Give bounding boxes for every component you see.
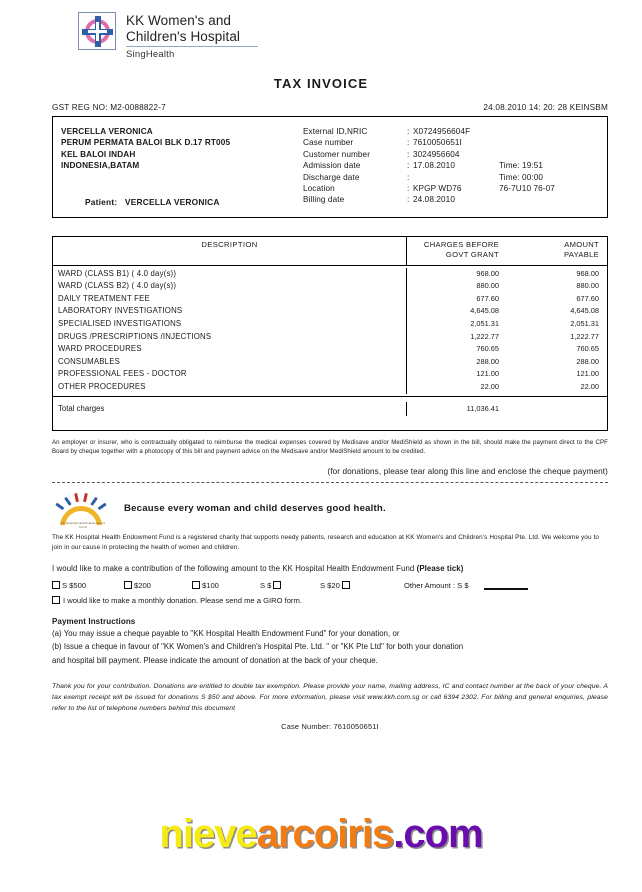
column-header-line2: GOVT GRANT xyxy=(445,250,499,260)
field-label: Billing date xyxy=(303,195,345,205)
field-label: Discharge date xyxy=(303,172,360,182)
endowment-logo-caption: KK Hospital Health Endowment Fund xyxy=(60,520,106,529)
row-description: SPECIALISED INVESTIGATIONS xyxy=(53,318,407,331)
donation-other-amount-input[interactable] xyxy=(484,588,528,590)
row-description: DRUGS /PRESCRIPTIONS /INJECTIONS xyxy=(53,331,407,344)
table-row xyxy=(53,318,607,331)
gst-reg-no: GST REG NO: M2-0088822-7 xyxy=(52,103,166,112)
row-description: PROFESSIONAL FEES - DOCTOR xyxy=(53,368,407,381)
row-charges-before: 22.00 xyxy=(480,381,499,391)
payment-instructions-title: Payment Instructions xyxy=(52,616,136,626)
row-charges-before: 121.00 xyxy=(476,369,499,379)
reimbursement-disclaimer: An employer or insurer, who is contractually obligated to reimburse the medical expenses covered by Medisave and/or MediShield as shown in the bill, should make the payment direct to the CPF Board by cheque together with a photocopy of this bill and payment advice on the Medisave and/or MediShield amount to be credited. xyxy=(52,438,608,456)
row-amount-payable: 4,645.08 xyxy=(570,306,599,316)
field-row-discharge-date xyxy=(303,172,607,183)
field-row-external-id xyxy=(303,126,607,137)
patient-name: VERCELLA VERONICA xyxy=(124,196,220,207)
print-timestamp: 24.08.2010 14: 20: 28 KEINSBM xyxy=(483,103,608,112)
field-separator: : xyxy=(407,172,410,182)
row-amount-payable: 968.00 xyxy=(576,268,599,278)
checkbox-icon[interactable] xyxy=(52,581,60,589)
column-header-line1: CHARGES BEFORE xyxy=(423,239,499,249)
row-description: WARD PROCEDURES xyxy=(53,343,407,356)
field-value: 7610050651I xyxy=(413,138,462,148)
sun-rays-icon xyxy=(52,492,110,529)
donation-option-200[interactable] xyxy=(124,581,151,590)
field-separator: : xyxy=(407,138,410,148)
field-value: X0724956604F xyxy=(413,127,471,136)
field-row-case-number xyxy=(303,137,607,148)
row-amount-payable: 677.60 xyxy=(576,293,599,303)
donation-intro xyxy=(52,564,608,573)
monthly-donation-label: I would like to make a monthly donation. Please send me a GIRO form. xyxy=(63,595,302,605)
row-amount-payable: 880.00 xyxy=(576,281,599,291)
field-label: Admission date xyxy=(303,161,361,171)
field-extra: Time: 00:00 xyxy=(499,172,544,182)
donation-other-label: Other Amount : S $ xyxy=(404,580,469,590)
watermark-part-3: .com xyxy=(393,812,483,856)
brand-line-1: KK Women's and xyxy=(126,13,232,28)
table-row xyxy=(53,331,607,344)
donation-option-label: S $20 xyxy=(320,580,340,590)
address-line: INDONESIA,BATAM xyxy=(61,161,140,171)
address-line: PERUM PERMATA BALOI BLK D.17 RT005 xyxy=(61,138,231,148)
field-separator: : xyxy=(407,195,410,205)
row-charges-before: 2,051.31 xyxy=(470,319,499,328)
field-value: 24.08.2010 xyxy=(413,195,455,205)
payment-instruction-b: (b) Issue a cheque in favour of "KK Women's and Children's Hospital Pte. Ltd. " or "KK Pte Ltd" for both your donation xyxy=(52,642,464,652)
total-value: 11,036.41 xyxy=(466,403,499,413)
column-header-line2: PAYABLE xyxy=(563,250,599,260)
field-row-customer-number xyxy=(303,149,607,160)
donation-option-label: $200 xyxy=(134,580,151,590)
field-label: Location xyxy=(303,184,335,194)
field-separator: : xyxy=(407,161,410,171)
field-label: Customer number xyxy=(303,149,371,159)
total-label: Total charges xyxy=(53,402,407,416)
address-line: KEL BALOI INDAH xyxy=(61,149,136,159)
endowment-body-text: The KK Hospital Health Endowment Fund is a registered charity that supports needy patients, research and education at KK Women's and Children's Hospital Pte. Ltd. We welcome you to join in our cause in protecting the health of women and children. xyxy=(52,533,600,551)
donation-intro-bold: (Please tick) xyxy=(416,563,464,573)
donation-option-label: S $500 xyxy=(62,580,87,590)
row-amount-payable: 22.00 xyxy=(580,381,599,391)
field-separator: : xyxy=(407,149,410,159)
table-row xyxy=(53,381,607,394)
field-extra: Time: 19:51 xyxy=(499,161,544,171)
field-label: Case number xyxy=(303,138,354,148)
donation-option-label: $100 xyxy=(202,580,219,590)
charges-table-body xyxy=(53,266,607,430)
patient-label: Patient: xyxy=(85,196,118,207)
total-charges-row xyxy=(53,397,607,430)
watermark xyxy=(0,812,642,857)
charges-table-header xyxy=(53,237,607,266)
checkbox-icon[interactable] xyxy=(124,581,132,589)
row-charges-before: 1,222.77 xyxy=(470,331,499,341)
table-row xyxy=(53,268,607,281)
table-row xyxy=(53,343,607,356)
donation-option-other[interactable] xyxy=(404,581,469,590)
monthly-donation-row[interactable] xyxy=(52,596,608,605)
payment-instruction-b-cont: and hospital bill payment. Please indicate the amount of donation at the back of your cheque. xyxy=(52,655,378,665)
row-description: LABORATORY INVESTIGATIONS xyxy=(53,305,407,318)
patient-fields-block xyxy=(301,126,607,207)
column-header-amount-payable xyxy=(507,237,607,265)
row-description: WARD (CLASS B2) ( 4.0 day(s)) xyxy=(53,280,407,293)
watermark-part-2: arcoiris xyxy=(256,812,394,856)
brand-text xyxy=(126,12,258,60)
gst-row xyxy=(0,91,642,116)
payment-instruction-a: (a) You may issue a cheque payable to "KK Hospital Health Endowment Fund" for your donation, or xyxy=(52,628,400,638)
table-row xyxy=(53,356,607,369)
row-charges-before: 968.00 xyxy=(476,268,499,278)
row-charges-before: 677.60 xyxy=(476,293,499,303)
column-header-line1: AMOUNT xyxy=(564,239,599,249)
page-title: TAX INVOICE xyxy=(273,76,369,91)
field-value xyxy=(413,172,499,183)
brand-divider xyxy=(126,46,258,47)
row-charges-before: 288.00 xyxy=(476,356,499,366)
row-description: OTHER PROCEDURES xyxy=(53,381,407,394)
letterhead xyxy=(0,0,642,60)
table-row xyxy=(53,280,607,293)
footer-case-number: Case Number: 7610050651I xyxy=(281,721,379,731)
row-amount-payable: 121.00 xyxy=(576,369,599,379)
row-charges-before: 4,645.08 xyxy=(470,306,499,316)
field-separator: : xyxy=(407,184,410,194)
row-amount-payable: 760.65 xyxy=(576,344,599,354)
field-value: 3024956604 xyxy=(413,149,460,159)
donation-option-blank[interactable] xyxy=(260,581,281,590)
patient-name-row xyxy=(61,197,301,207)
brand-subtitle: SingHealth xyxy=(126,49,175,60)
column-header-description: DESCRIPTION xyxy=(53,237,407,265)
address-line: VERCELLA VERONICA xyxy=(61,127,153,136)
thank-you-note: Thank you for your contribution. Donations are entitled to double tax exemption. Please provide your name, mailing address, IC and contact number at the back of your cheque. A tax exempt receipt will be issued for donations S $50 and above. For more information, please visit www.kkh.com.sg or call 6394 2302. For billing and general enquiries, please refer to the list of telephone numbers behind this document xyxy=(52,682,608,712)
endowment-headline: Because every woman and child deserves good health. xyxy=(124,503,386,515)
row-amount-payable: 288.00 xyxy=(576,356,599,366)
field-row-admission-date xyxy=(303,160,607,171)
field-value: KPGP WD76 xyxy=(413,184,462,194)
field-row-location xyxy=(303,183,607,194)
table-row xyxy=(53,293,607,306)
donation-option-20[interactable] xyxy=(320,581,350,590)
donation-intro-text: I would like to make a contribution of the following amount to the KK Hospital Health Endowment Fund xyxy=(52,563,417,573)
row-amount-payable: 1,222.77 xyxy=(570,331,599,341)
watermark-part-1: nieve xyxy=(159,812,257,856)
tear-line-divider xyxy=(52,482,608,483)
charges-table xyxy=(52,236,608,431)
field-separator: : xyxy=(407,127,410,136)
table-row xyxy=(53,305,607,318)
checkbox-icon[interactable] xyxy=(342,581,350,589)
patient-details-box xyxy=(52,116,608,218)
donation-option-100[interactable] xyxy=(192,581,219,590)
field-label: External ID,NRIC xyxy=(303,127,368,136)
endowment-header xyxy=(52,492,608,529)
donation-options-row xyxy=(52,579,608,592)
donation-option-500[interactable] xyxy=(52,581,86,590)
field-extra: 76-7U10 76-07 xyxy=(499,184,555,194)
row-charges-before: 760.65 xyxy=(476,344,499,354)
row-amount-payable: 2,051.31 xyxy=(570,319,599,328)
table-row xyxy=(53,368,607,381)
patient-address-block xyxy=(53,126,301,207)
row-description: DAILY TREATMENT FEE xyxy=(53,293,407,306)
tear-line-note: (for donations, please tear along this line and enclose the cheque payment) xyxy=(327,466,608,476)
row-description: WARD (CLASS B1) ( 4.0 day(s)) xyxy=(53,268,407,281)
field-value: 17.08.2010 xyxy=(413,161,455,171)
row-charges-before: 880.00 xyxy=(476,281,499,291)
brand-line-2: Children's Hospital xyxy=(126,28,241,44)
checkbox-icon[interactable] xyxy=(192,581,200,589)
row-description: CONSUMABLES xyxy=(53,356,407,369)
column-header-charges-before-grant xyxy=(407,237,507,265)
donation-option-label: S $ xyxy=(260,580,272,590)
checkbox-icon[interactable] xyxy=(52,596,60,604)
checkbox-icon[interactable] xyxy=(273,581,281,589)
field-row-billing-date xyxy=(303,194,607,205)
hospital-cross-logo-icon xyxy=(78,12,116,50)
